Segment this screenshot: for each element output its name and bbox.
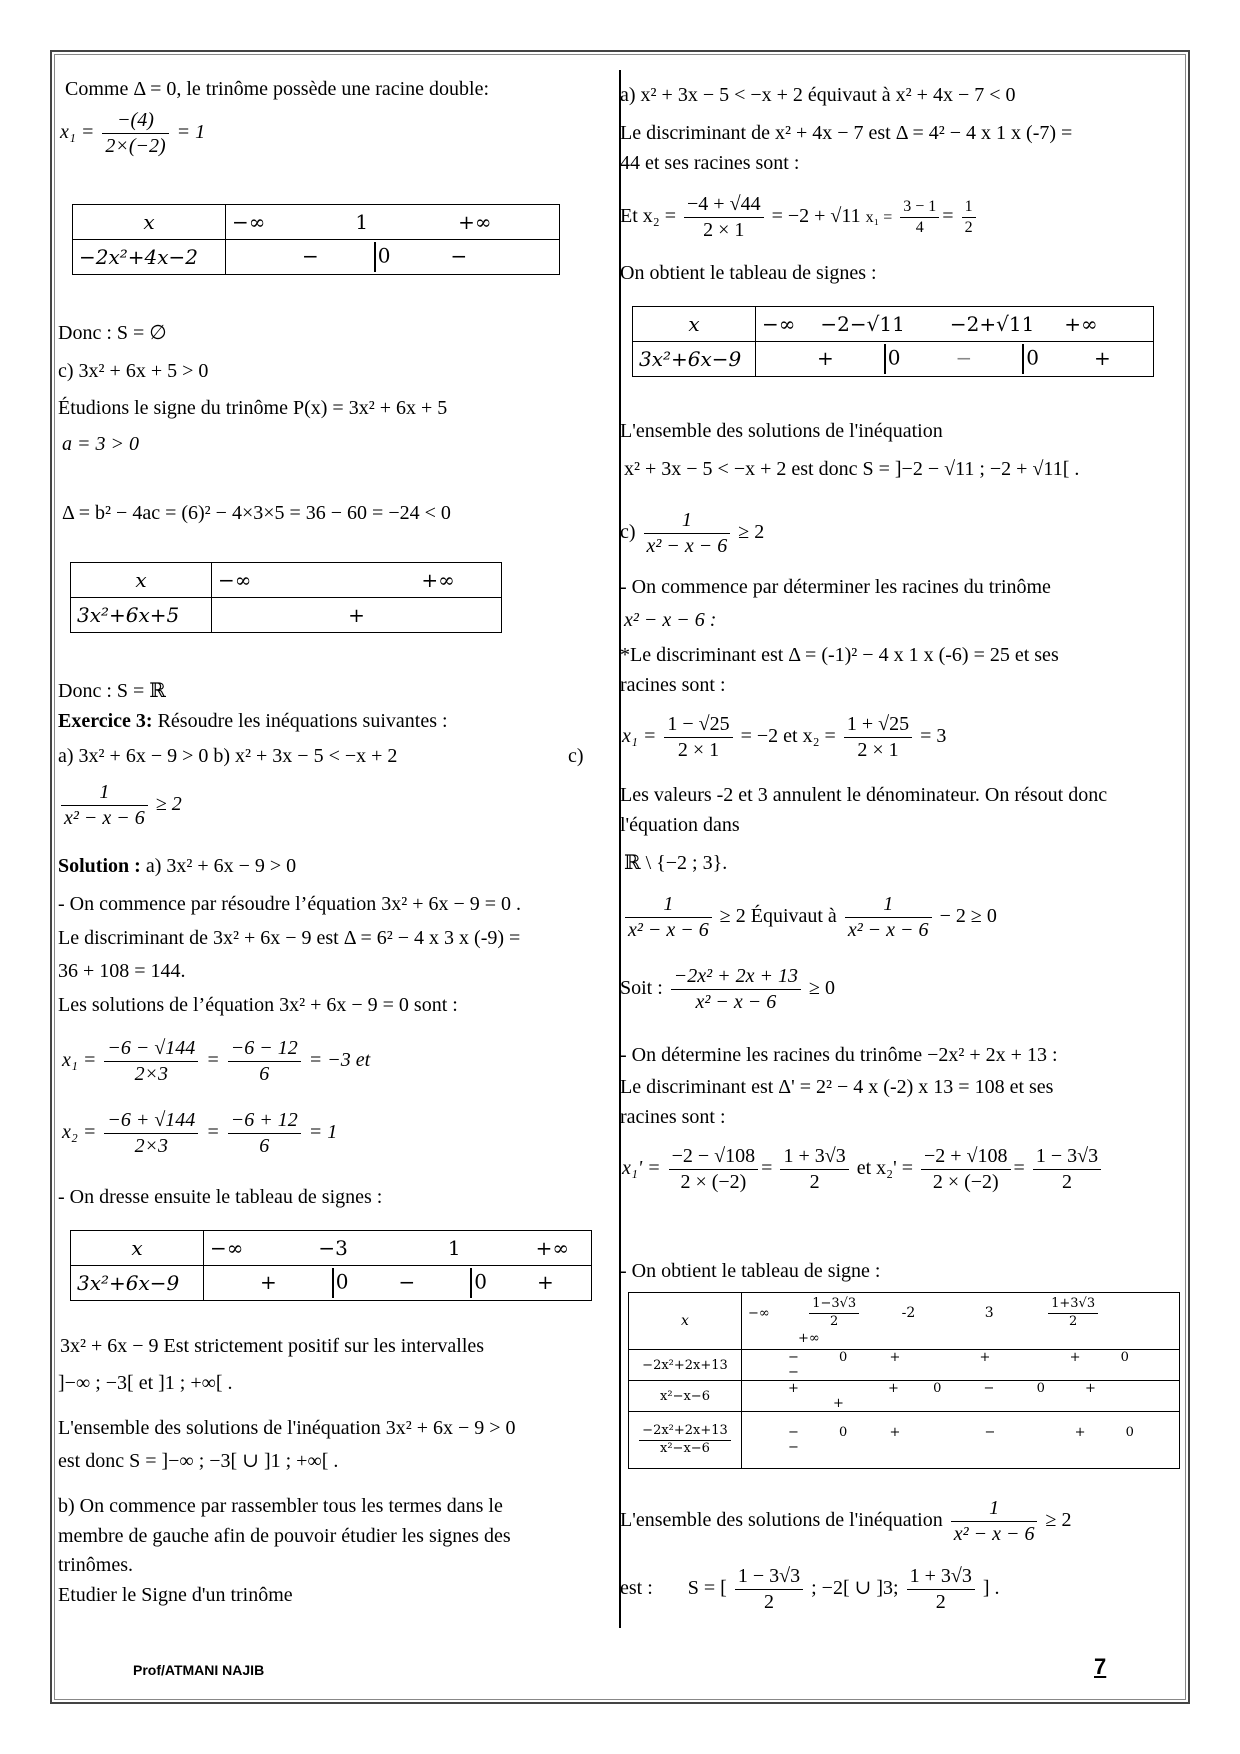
text-line: - On détermine les racines du trinôme −2x² + 2x + 13 : [620, 1044, 1058, 1066]
formula-x2: Et x₂ = $\frac{-4 + √44}{2 \times 1}$ = −2 + √11 x₁ = $\frac{3 - 1}{4}$ = $\frac{1}{2}$ [620, 192, 979, 243]
text-line: trinômes. [58, 1554, 133, 1576]
formula-roots: x₁ = $\frac{1 - √25}{2 \times 1}$ = −2 et x₂ = $\frac{1 + √25}{2 \times 1}$ = 3 [622, 713, 947, 761]
formula-ex3c: $\frac{1}{\text{x² − x − 6}}$ ≥ 2 [58, 780, 182, 831]
text-line: racines sont : [620, 1106, 726, 1128]
formula-x1: x₁ = $\frac{-(4)}{2\times(-2)}$ = 1 [60, 109, 206, 157]
solution-heading: Solution : a) 3x² + 6x − 9 > 0 [58, 855, 297, 877]
text-line: c) [568, 745, 584, 767]
footer-author: Prof/ATMANI NAJIB [133, 1662, 265, 1678]
text-line: b) On commence par rassembler tous les termes dans le [58, 1495, 503, 1517]
formula-soit: Soit : $\frac{\text{−2x² + 2x + 13}}{\text{x² − x − 6}}$ ≥ 0 [620, 965, 836, 1013]
text-line: racines sont : [620, 674, 726, 696]
text-line: 3x² + 6x − 9 Est strictement positif sur les intervalles [60, 1335, 485, 1357]
text-line: Donc : S = ∅ [58, 322, 167, 344]
text-line: Le discriminant de 3x² + 6x − 9 est Δ = 6² − 4 x 3 x (-9) = [58, 927, 521, 949]
formula-delta: Δ = b² − 4ac = (6)² − 4×3×5 = 36 − 60 = −24 < 0 [62, 502, 451, 524]
text-line: - On obtient le tableau de signe : [620, 1260, 881, 1282]
text-line: - On commence par déterminer les racines du trinôme [620, 576, 1051, 598]
formula-equiv: $\frac{1}{\text{x² − x − 6}}$ ≥ 2 Équivaut à $\frac{1}{\text{x² − x − 6}}$ − 2 ≥ 0 [622, 892, 997, 943]
text-line: c) 3x² + 6x + 5 > 0 [58, 360, 209, 382]
text-line: Étudions le signe du trinôme P(x) = 3x² + 6x + 5 [58, 397, 448, 419]
text-line: - On commence par résoudre l’équation 3x² + 6x − 9 = 0 . [58, 893, 522, 915]
sign-table-4: x −∞ −2−√11 −2+√11 +∞ 3x²+6x−9 + 0 − 0 + [632, 306, 1154, 377]
sign-table-1: x −∞ 1 +∞ −2x²+4x−2 − 0 − [72, 204, 560, 275]
text-line: L'ensemble des solutions de l'inéquation [620, 420, 943, 442]
text-line: 36 + 108 = 144. [58, 960, 186, 982]
text-line: a) 3x² + 6x − 9 > 0 b) x² + 3x − 5 < −x + 2 [58, 745, 398, 767]
formula-c: c) $\frac{1}{\text{x² − x − 6}}$ ≥ 2 [620, 509, 765, 557]
formula-xb: x₂ = $\frac{-6 + √144}{2\times 3}$ = $\frac{-6 + 12}{6}$ = 1 [62, 1109, 338, 1157]
text-line: Les valeurs -2 et 3 annulent le dénominateur. On résout donc [620, 784, 1108, 806]
text-line: est donc S = ]−∞ ; −3[ ∪ ]1 ; +∞[ . [58, 1450, 339, 1472]
text-line: Etudier le Signe d'un trinôme [58, 1584, 293, 1606]
text-line: 44 et ses racines sont : [620, 152, 800, 174]
text-line: Donc : S = ℝ [58, 680, 166, 702]
formula-xa: x₁ = $\frac{-6 - √144}{2\times 3}$ = $\frac{-6 - 12}{6}$ = −3 et [62, 1037, 371, 1085]
sign-table-3: x −∞ −3 1 +∞ 3x²+6x−9 + 0 − 0 + [70, 1230, 592, 1301]
text-line: On obtient le tableau de signes : [620, 262, 877, 284]
text-line: Comme Δ = 0, le trinôme possède une racine double: [65, 78, 490, 100]
text-line: l'équation dans [620, 814, 740, 836]
text-line: ]−∞ ; −3[ et ]1 ; +∞[ . [58, 1372, 233, 1394]
formula-roots-2: x₁' = $\frac{-2 - √108}{2 \times (-2)}$ = $\frac{1 + 3√3}{2}$ et x₂' = $\frac{-2 + √108}{2 \times (-2)}$ = $\frac{1 - 3√3}{2}$ [622, 1144, 1104, 1195]
text-line: a) x² + 3x − 5 < −x + 2 équivaut à x² + 4x − 7 < 0 [620, 84, 1016, 106]
text-line: ℝ \ {−2 ; 3}. [624, 852, 728, 874]
text-line: Le discriminant est Δ' = 2² − 4 x (-2) x 13 = 108 et ses [620, 1076, 1054, 1098]
text-line: Le discriminant de x² + 4x − 7 est Δ = 4² − 4 x 1 x (-7) = [620, 122, 1073, 144]
page-number: 7 [1094, 1654, 1107, 1679]
column-divider [619, 70, 621, 1628]
sign-table-5: x −∞ $\frac{1-3√3}{2}$ -2 3 $\frac{1+3√3}{2}$ +∞ −2x²+2x+13 − 0 + + + 0 − x²−x−6 + + 0 − 0 + + $\frac{\text{−2x²+2x+13}}{\text{x²−x−6}}$ − 0 + − + 0 − [628, 1292, 1180, 1469]
text-line: *Le discriminant est Δ = (-1)² − 4 x 1 x (-6) = 25 et ses [620, 644, 1059, 666]
text-line: membre de gauche afin de pouvoir étudier les signes des [58, 1525, 511, 1547]
text-line: a = 3 > 0 [62, 433, 139, 455]
text-line: - On dresse ensuite le tableau de signes : [58, 1186, 383, 1208]
text-line: L'ensemble des solutions de l'inéquation 3x² + 6x − 9 > 0 [58, 1417, 516, 1439]
sign-table-2: x −∞ +∞ 3x²+6x+5 + [70, 562, 502, 633]
text-line: x² − x − 6 : [624, 609, 717, 631]
formula-final-S: est : S = [ $\frac{1 - 3√3}{2}$ ; −2[ ∪ ]3; $\frac{1 + 3√3}{2}$ ] . [620, 1565, 1000, 1613]
text-line: Les solutions de l’équation 3x² + 6x − 9 = 0 sont : [58, 994, 458, 1016]
exercise-heading: Exercice 3: Résoudre les inéquations suivantes : [58, 710, 448, 732]
formula-solution-set: L'ensemble des solutions de l'inéquation $\frac{1}{\text{x² − x − 6}}$ ≥ 2 [620, 1497, 1072, 1545]
text-line: x² + 3x − 5 < −x + 2 est donc S = ]−2 − √11 ; −2 + √11[ . [624, 458, 1080, 480]
